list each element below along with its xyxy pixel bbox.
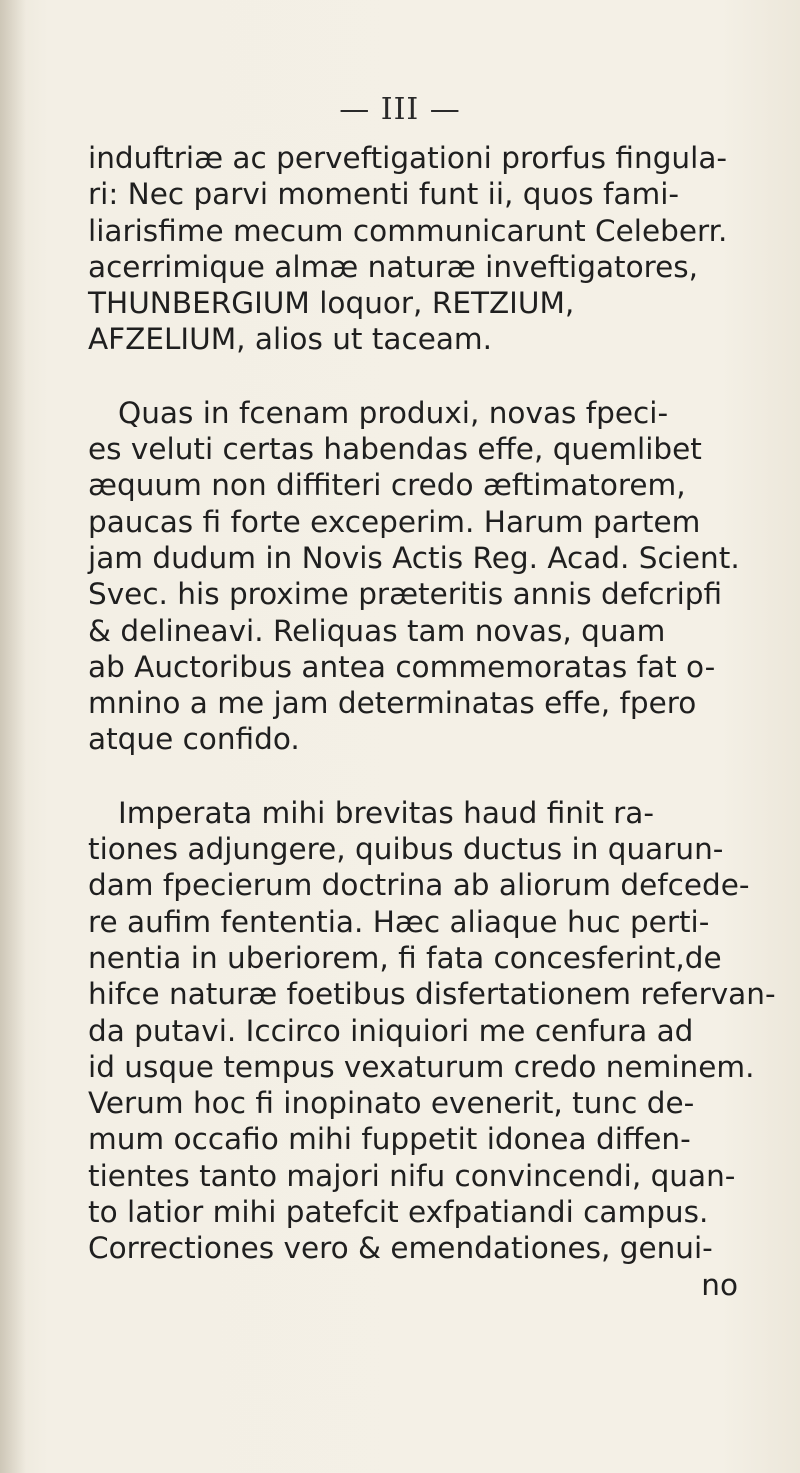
text-line: ab Auctoribus antea commemoratas fat o- [88,649,716,684]
paragraph-2 [88,395,738,758]
catchword: no [701,1267,738,1302]
text-line: liarisfime mecum communicarunt Celeberr. [88,213,728,248]
text-line: tientes tanto majori nifu convincendi, quan- [88,1158,736,1193]
text-line: Svec. his proxime præteritis annis defcripfi [88,577,723,612]
text-line: tiones adjungere, quibus ductus in quarun- [88,832,724,867]
page-number: — III — [339,92,461,127]
text-line: nentia in uberiorem, fi fata concesferint,de [88,940,722,975]
text-line: es veluti certas habendas effe, quemlibet [88,432,702,467]
paragraph-3 [88,795,776,1303]
text-line: mum occafio mihi fuppetit idonea diffen- [88,1122,691,1157]
text-line: æquum non diffiteri credo æftimatorem, [88,468,686,503]
text-line: Verum hoc fi inopinato evenerit, tunc de- [88,1086,695,1121]
paragraph-1 [88,140,738,358]
text-line: AFZELIUM, alios ut taceam. [88,322,493,357]
page-gutter-shadow [0,0,26,1473]
text-line: & delineavi. Reliquas tam novas, quam [88,613,666,648]
text-line: ri: Nec parvi momenti funt ii, quos fami- [88,177,680,212]
text-line: Imperata mihi brevitas haud finit ra- [118,795,654,830]
text-line: hifce naturæ foetibus disfertationem refervan- [88,977,776,1012]
text-line: Correctiones vero & emendationes, genui- [88,1231,713,1266]
text-line: acerrimique almæ naturæ inveftigatores, [88,249,699,284]
text-line: to latior mihi patefcit exfpatiandi campus. [88,1195,709,1230]
text-line: atque confido. [88,722,300,757]
text-line: mnino a me jam determinatas effe, fpero [88,686,697,721]
body-text [88,140,776,1340]
text-line: Quas in fcenam produxi, novas fpeci- [118,395,669,430]
text-line: re aufim fententia. Hæc aliaque huc perti- [88,904,710,939]
text-line: dam fpecierum doctrina ab aliorum defcede- [88,868,750,903]
text-line: id usque tempus vexaturum credo neminem. [88,1049,755,1084]
text-line: induftriæ ac perveftigationi prorfus fingula- [88,141,728,175]
text-line: THUNBERGIUM loquor, RETZIUM, [88,286,575,321]
text-line: jam dudum in Novis Actis Reg. Acad. Scient. [88,540,740,575]
text-line: da putavi. Iccirco iniquiori me cenfura ad [88,1013,694,1048]
text-line: paucas fi forte exceperim. Harum partem [88,504,701,539]
